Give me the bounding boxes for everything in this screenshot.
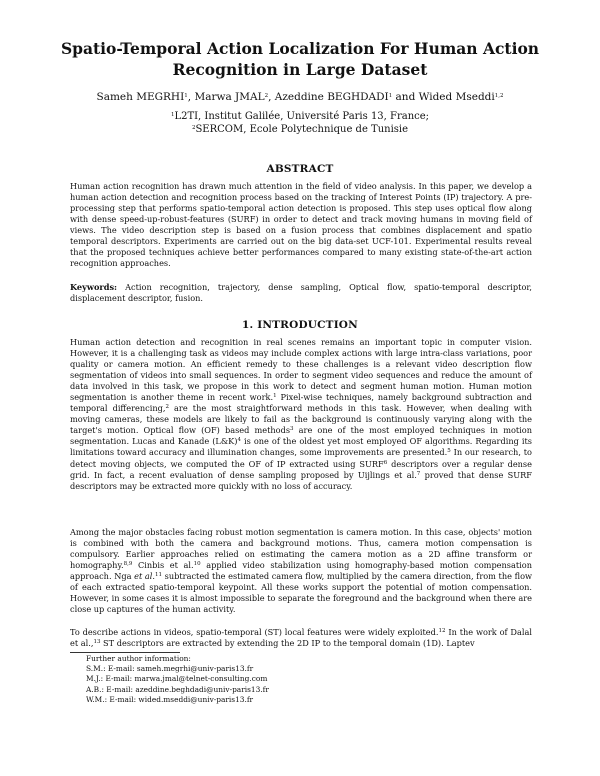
intro-paragraph-2 bbox=[70, 527, 532, 615]
abstract-text: Human action recognition has drawn much attention in the field of video analysis. In this paper, we develop a human action detection and recognition process based on the tracking of Interest Points (IP) trajectory. A pre-processing step that performs spatio-temporal action detection is proposed. This step uses optical flow along with dense speed-up-robust-features (SURF) in order to detect and track moving humans in moving field of views. The video description step is based on a fusion process that combines displacement and spatio temporal descriptors. Experiments are carried out on the big data-set UCF-101. Experimental results reveal that the proposed techniques achieve better performances compared to many existing state-of-the-art action recognition approaches. bbox=[70, 181, 532, 269]
intro-paragraph-3 bbox=[70, 627, 532, 649]
citation-ref: 8,9 bbox=[123, 561, 133, 568]
text-run: Human action detection and recognition in real scenes remains an important topic in computer vision. However, it is a challenging task as videos may include complex actions with large intra-class variations, poor quality or camera motion. An efficient remedy to these challenges is a relevant video description flow segmentation of videos into small sequences. In order to segment video sequences and reduce the amount of data involved in this task, we propose in this work to detect and segment human motion. Human motion segmentation is another theme in recent work. bbox=[70, 337, 532, 403]
text-run: To describe actions in videos, spatio-temporal (ST) local features were widely exploited. bbox=[70, 627, 439, 637]
text-run: In the work of Dalal et al., bbox=[70, 627, 532, 649]
citation-ref: 13 bbox=[93, 639, 101, 646]
text-run: are one of the most employed techniques in motion segmentation. Lucas and Kanade (L&K) bbox=[70, 425, 532, 447]
author-name: Marwa JMAL bbox=[194, 91, 265, 103]
citation-ref: 12 bbox=[438, 628, 446, 634]
keywords-label: Keywords: bbox=[70, 282, 118, 292]
footnote-title: Further author information: bbox=[86, 654, 191, 663]
text-run: proved that dense SURF descriptors may be extracted more quickly with no loss of accuracy. bbox=[70, 469, 532, 491]
author-name: Sameh MEGRHI bbox=[96, 91, 185, 103]
affiliation-line bbox=[60, 123, 540, 136]
author-name: Azeddine BEGHDADI bbox=[274, 91, 389, 103]
footnote-email: M.J.: E-mail: marwa.jmal@telnet-consulting.com bbox=[86, 674, 268, 684]
text-run: is one of the oldest yet most employed OF algorithms. Regarding its limitations toward accuracy and illumination changes, some improvements are presented. bbox=[70, 436, 532, 458]
text-run: ST descriptors are extracted by extending the 2D IP to the temporal domain (1D). Laptev bbox=[100, 638, 475, 649]
keywords-text: Action recognition, trajectory, dense sampling, Optical flow, spatio-temporal descriptor, displacement descriptor, fusion. bbox=[70, 282, 532, 304]
author-affil-mark: 1 bbox=[184, 93, 188, 99]
paper-title bbox=[60, 38, 540, 80]
title-line-2: Recognition in Large Dataset bbox=[172, 60, 428, 79]
author-separator: , bbox=[268, 91, 275, 103]
text-run: In our research, to detect moving objects, we computed the OF of IP extracted using SURF bbox=[70, 447, 532, 469]
footnote-email: A.B.: E-mail: azeddine.beghdadi@univ-paris13.fr bbox=[86, 684, 269, 694]
citation-ref: 7 bbox=[416, 470, 421, 477]
text-run: are the most straightforward methods in this task. However, when dealing with moving cameras, these models are likely to fail as the background is continuously varying along with the target's motion. Optical flow (OF) based methods bbox=[70, 403, 532, 436]
affiliation-line bbox=[60, 110, 540, 123]
text-run: applied video stabilization using homography-based motion compensation approach. Nga bbox=[70, 560, 532, 582]
author-affil-mark: 2 bbox=[264, 93, 269, 99]
intro-heading: 1. INTRODUCTION bbox=[242, 319, 358, 331]
text-run: Pixel-wise techniques, namely background subtraction and temporal differencing, bbox=[70, 392, 532, 414]
text-run: Among the major obstacles facing robust motion segmentation is camera motion. In this case, objects' motion is combined with both the camera and background motions. Thus, camera motion compensation is compulsory. Earlier approaches relied on estimating the camera motion as a 2D affine transform or homography. bbox=[70, 527, 532, 571]
author-list bbox=[40, 91, 560, 104]
citation-ref: 2 bbox=[165, 404, 169, 411]
author-name: Wided Mseddi bbox=[418, 91, 495, 103]
footnote-rule bbox=[70, 652, 180, 653]
text-run: descriptors over a regular dense grid. In fact, a recent evaluation of dense sampling proposed by Uijlings et al. bbox=[70, 458, 532, 480]
affiliation-text: L2TI, Institut Galilée, Université Paris 13, France; bbox=[174, 111, 430, 122]
author-affil-mark: 1,2 bbox=[494, 93, 504, 99]
citation-ref: 6 bbox=[383, 459, 388, 466]
author-affil-mark: 1 bbox=[388, 93, 393, 99]
affiliation-mark: 1 bbox=[170, 112, 175, 118]
keywords bbox=[70, 282, 532, 304]
citation-ref: 11 bbox=[155, 572, 163, 579]
text-run: Cinbis et al. bbox=[132, 560, 194, 571]
affiliation-mark: 2 bbox=[191, 125, 196, 131]
citation-ref: 5 bbox=[447, 448, 451, 455]
citation-ref: 3 bbox=[290, 426, 294, 433]
affiliations bbox=[60, 110, 540, 136]
intro-paragraph-1 bbox=[70, 337, 532, 492]
citation-ref: 4 bbox=[237, 437, 241, 444]
footnote-email: W.M.: E-mail: wided.mseddi@univ-paris13.fr bbox=[86, 694, 254, 704]
footnotes bbox=[86, 654, 506, 705]
author-separator: , bbox=[187, 91, 195, 103]
abstract-heading: ABSTRACT bbox=[266, 163, 334, 175]
footnote-email: S.M.: E-mail: sameh.megrhi@univ-paris13.fr bbox=[86, 664, 254, 674]
citation-ref: 10 bbox=[193, 561, 201, 568]
text-run: subtracted the estimated camera flow, multiplied by the camera direction, from the flow of each extracted spatio-temporal keypoint. All these works support the potential of motion compensation. However, in some cases it is almost impossible to separate the foreground and the background when there are close up captures of the human activity. bbox=[70, 571, 533, 615]
affiliation-text: SERCOM, Ecole Polytechnique de Tunisie bbox=[195, 124, 409, 135]
author-conjunction: and bbox=[392, 91, 419, 103]
italic-text: et al. bbox=[134, 571, 156, 582]
citation-ref: 1 bbox=[273, 393, 277, 400]
title-line-1: Spatio-Temporal Action Localization For Human Action bbox=[60, 39, 540, 58]
